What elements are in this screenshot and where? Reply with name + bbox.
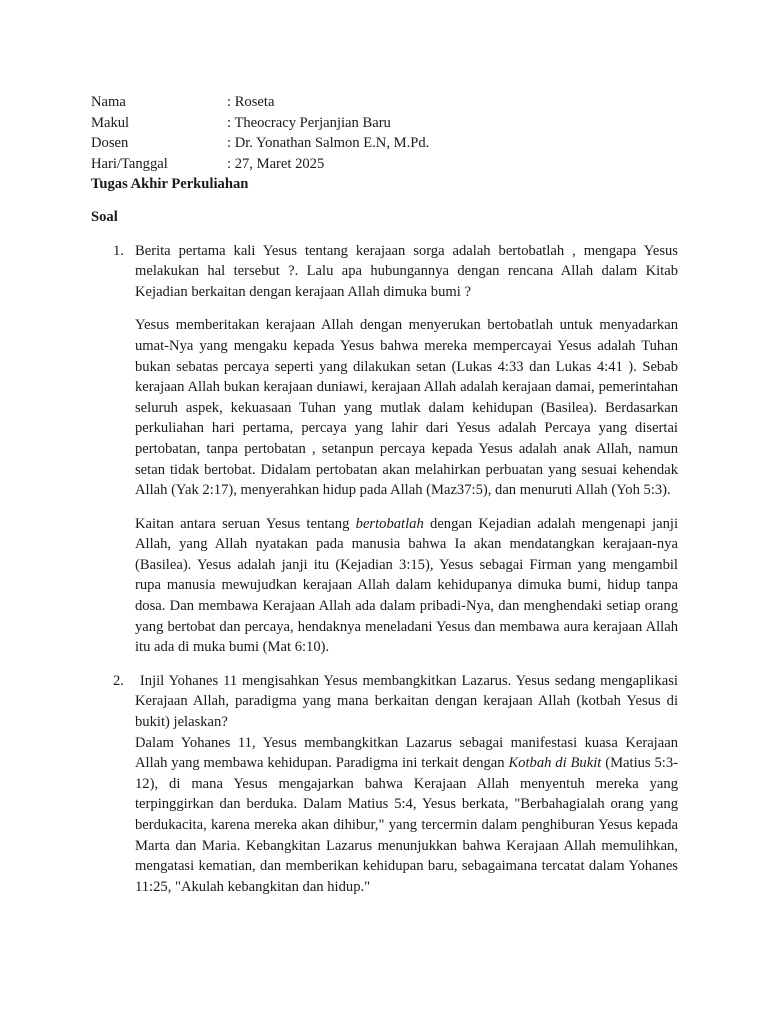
answer-text: Kaitan antara seruan Yesus tentang bbox=[135, 515, 356, 532]
question-body bbox=[135, 241, 678, 658]
info-value: : Dr. Yonathan Salmon E.N, M.Pd. bbox=[227, 135, 430, 152]
answer-paragraph bbox=[135, 733, 678, 898]
answer-text: (Matius 5:3-12), di mana Yesus mengajarkan bahwa Kerajaan Allah menyentuh mereka yang terpinggirkan dan berduka. Dalam Matius 5:4, Yesus berkata, "Berbahagialah orang yang berdukacita, karena mereka akan dihibur," yang tercermin dalam penghiburan Yesus kepada Marta dan Maria. Kebangkitan Lazarus menunjukkan bahwa Kerajaan Allah memulihkan, mengatasi kematian, dan memberikan kehidupan baru, sebagaimana tercatat dalam Yohanes 11:25, "Akulah kebangkitan dan hidup." bbox=[135, 755, 678, 895]
question-1 bbox=[91, 241, 678, 658]
info-label: Nama bbox=[91, 94, 126, 110]
info-row-makul bbox=[91, 113, 678, 134]
info-value: : Roseta bbox=[227, 94, 275, 110]
question-text: Injil Yohanes 11 mengisahkan Yesus membangkitkan Lazarus. Yesus sedang mengaplikasi Kerajaan Allah, paradigma yang mana berkaitan dengan kerajaan Allah (kotbah Yesus di bukit) jelaskan? bbox=[135, 672, 682, 731]
info-value: : 27, Maret 2025 bbox=[227, 155, 325, 172]
answer-emphasis: bertobatlah bbox=[355, 515, 424, 532]
answer-text: Dalam Yohanes 11, Yesus membangkitkan Lazarus sebagai manifestasi kuasa Kerajaan Allah yang membawa kehidupan. Paradigma ini terkait dengan bbox=[135, 734, 678, 772]
question-number: 2. bbox=[113, 672, 124, 689]
info-value: : Theocracy Perjanjian Baru bbox=[227, 114, 391, 131]
answer-text: dengan Kejadian adalah mengenapi janji Allah, yang Allah nyatakan pada manusia bahwa Ia akan mendatangkan kerajaan-nya (Basilea). Yesus adalah janji itu (Kejadian 3:15), Yesus sebagai Firman yang mengambil rupa manusia mewujudkan kerajaan Allah dalam kehidupanya dimuka bumi, hidup tanpa dosa. Dan membawa Kerajaan Allah ada dalam pribadi-Nya, dan menghendaki setiap orang yang bertobat dan percaya, hendaknya meneladani Yesus dan membawa aura kerajaan Allah itu ada di muka bumi (Mat 6:10). bbox=[135, 515, 678, 656]
info-row-dosen bbox=[91, 133, 678, 154]
question-2 bbox=[91, 671, 682, 898]
question-body bbox=[135, 671, 682, 898]
info-row-nama bbox=[91, 92, 678, 113]
answer-emphasis: Kotbah di Bukit bbox=[508, 755, 602, 772]
section-heading: Soal bbox=[91, 208, 118, 225]
answer-paragraph bbox=[135, 514, 678, 658]
info-row-tanggal bbox=[91, 154, 678, 175]
document-content bbox=[91, 92, 682, 897]
answer-paragraph: Yesus memberitakan kerajaan Allah dengan menyerukan bertobatlah untuk menyadarkan umat-Nya yang mengaku kepada Yesus bahwa mereka mempercayai Yesus adalah Tuhan bukan sebatas percaya seperti yang dilakukan setan (Lukas 4:33 dan Lukas 4:41 ). Sebab kerajaan Allah bukan kerajaan duniawi, kerajaan Allah adalah kerajaan damai, pemerintahan seluruh aspek, kekuasaan Tuhan yang mutlak dalam kehidupan (Basilea). Berdasarkan perkuliahan hari pertama, percaya yang lahir dari Yesus adalah Percaya yang disertai pertobatan, tanpa pertobatan , setanpun percaya kepada Yesus adalah anak Allah, namun setan tidak bertobat. Didalam pertobatan akan melahirkan perbuatan yang sesuai kehendak Allah (Yak 2:17), menyerahkan hidup pada Allah (Maz37:5), dan menuruti Allah (Yoh 5:3). bbox=[135, 317, 678, 499]
document-title: Tugas Akhir Perkuliahan bbox=[91, 176, 249, 193]
info-label: Hari/Tanggal bbox=[91, 155, 168, 172]
info-label: Makul bbox=[91, 114, 130, 131]
question-text: Berita pertama kali Yesus tentang kerajaan sorga adalah bertobatlah , mengapa Yesus melakukan hal tersebut ?. Lalu apa hubungannya dengan rencana Allah dalam Kitab Kejadian berkaitan dengan kerajaan Allah dimuka bumi ? bbox=[135, 242, 678, 300]
info-label: Dosen bbox=[91, 135, 129, 152]
question-number: 1. bbox=[113, 242, 124, 259]
